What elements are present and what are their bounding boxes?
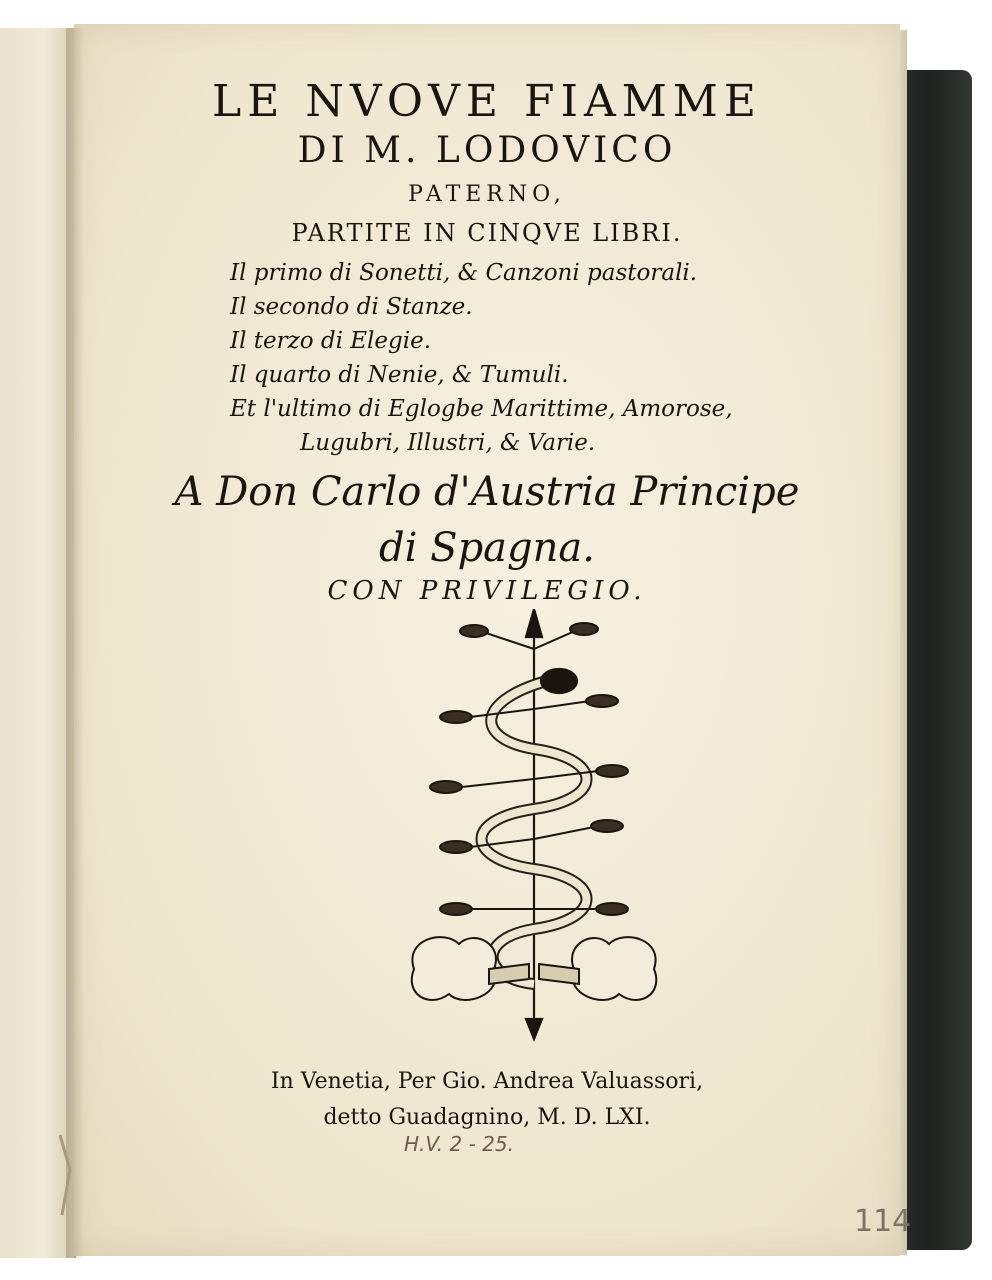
privilege-line: CON PRIVILEGIO.	[327, 576, 647, 606]
title-line-2: DI M. LODOVICO	[297, 130, 677, 171]
book-list-item: Il primo di Sonetti, & Canzoni pastorali.	[230, 260, 698, 286]
handwritten-note: H.V. 2 - 25.	[404, 1132, 514, 1156]
book-list	[230, 256, 850, 460]
book-list-item: Lugubri, Illustri, & Varie.	[300, 430, 596, 456]
book-list-item: Et l'ultimo di Eglogbe Marittime, Amorose,	[230, 396, 733, 422]
title-line-4: PARTITE IN CINQVE LIBRI.	[291, 219, 683, 247]
dedication-line-1: A Don Carlo d'Austria Principe	[174, 469, 800, 515]
title-page	[74, 24, 912, 1256]
book-list-item: Il quarto di Nenie, & Tumuli.	[230, 362, 569, 388]
title-line-1: LE NVOVE FIAMME	[212, 76, 762, 127]
spine-shadow	[66, 28, 84, 1258]
left-page-edge	[0, 28, 76, 1258]
book-list-item: Il secondo di Stanze.	[230, 294, 473, 320]
handwritten-number: 114	[854, 1204, 912, 1239]
printers-device-woodcut	[404, 609, 664, 1064]
binding-thread	[50, 1130, 80, 1220]
imprint-line-2: detto Guadagnino, M. D. LXI.	[323, 1105, 651, 1130]
dedication-line-2: di Spagna.	[379, 525, 595, 571]
dedication	[74, 464, 900, 576]
book-binding	[900, 70, 972, 1250]
imprint-line-1: In Venetia, Per Gio. Andrea Valuassori,	[270, 1069, 704, 1094]
imprint	[74, 1064, 900, 1136]
title-line-3: PATERNO,	[408, 182, 566, 207]
book-list-item: Il terzo di Elegie.	[230, 328, 432, 354]
